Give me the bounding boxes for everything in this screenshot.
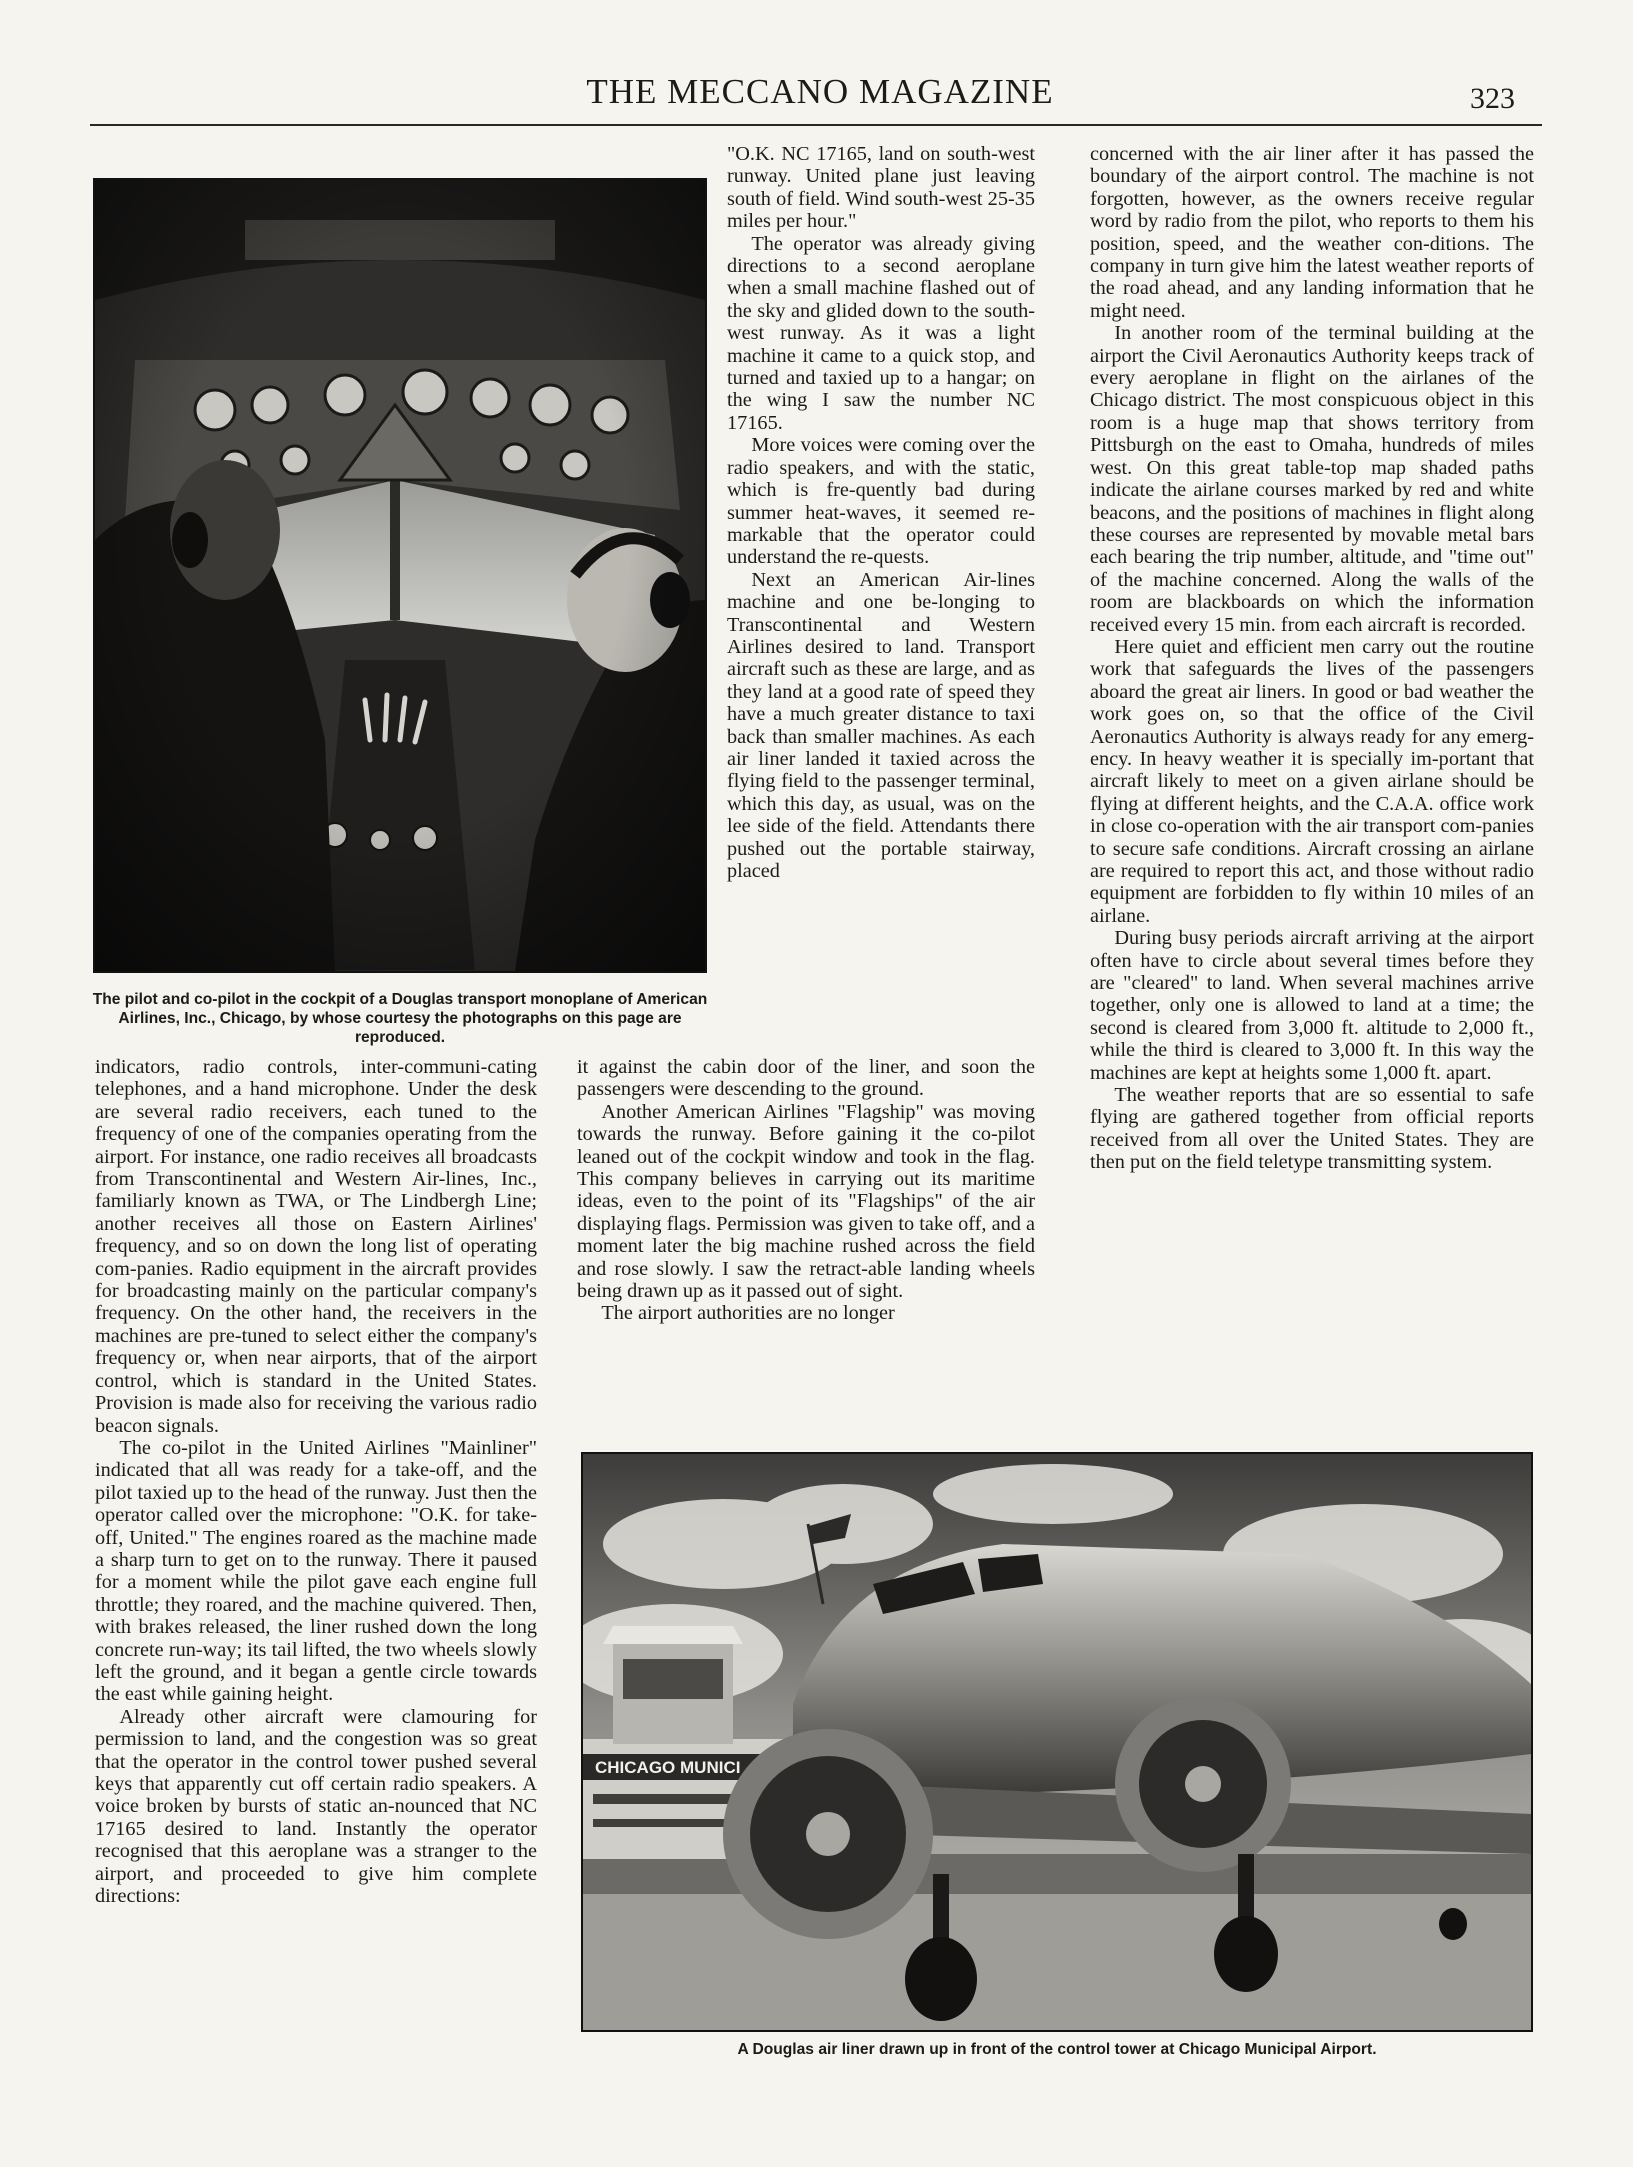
cockpit-photo bbox=[93, 178, 707, 973]
running-title: THE MECCANO MAGAZINE bbox=[586, 72, 1054, 111]
paragraph: More voices were coming over the radio speakers, and with the static, which is fre-quently bad during summer heat-waves, it seemed re-markable that the operator could understand the re-quests. bbox=[727, 434, 1035, 569]
page-number: 323 bbox=[1470, 82, 1515, 115]
column-2-upper bbox=[727, 143, 1035, 882]
airliner-photo bbox=[581, 1452, 1533, 2032]
header-rule bbox=[90, 124, 1542, 126]
paragraph: it against the cabin door of the liner, and soon the passengers were descending to the ground. bbox=[577, 1056, 1035, 1101]
airliner-caption: A Douglas air liner drawn up in front of the control tower at Chicago Municipal Airport. bbox=[737, 2041, 1377, 2058]
paragraph: indicators, radio controls, inter-communi-cating telephones, and a hand microphone. Under the desk are several radio receivers, each tuned to the frequency of one of the companies operating from the airport. For instance, one radio receives all broadcasts from Transcontinental and Western Air-lines, Inc., familiarly known as TWA, or The Lindbergh Line; another receives all those on Eastern Airlines' frequency, and so on down the long list of operating com-panies. Radio equipment in the aircraft provides for broadcasting mainly on the particular company's frequency. On the other hand, the receivers in the machines are pre-tuned to select either the company's frequency or, when near airports, that of the airport control, which is standard in the United States. Provision is made also for receiving the various radio beacon signals. bbox=[95, 1056, 537, 1437]
paragraph: The weather reports that are so essential to safe flying are gathered together from official reports received from all over the United States. They are then put on the field teletype transmitting system. bbox=[1090, 1084, 1534, 1174]
paragraph: In another room of the terminal building at the airport the Civil Aeronautics Authority keeps track of every aeroplane in flight on the airlanes of the Chicago district. The most conspicuous object in this room is a huge map that shows territory from Pittsburgh on the east to Omaha, hundreds of miles west. On this great table-top map shaded paths indicate the airlane courses marked by red and white beacons, and the positions of machines in flight along these courses are represented by movable metal bars each bearing the trip number, altitude, and "time out" of the machine concerned. Along the walls of the room are blackboards on which the information received every 15 min. from each aircraft is recorded. bbox=[1090, 322, 1534, 636]
paragraph: "O.K. NC 17165, land on south-west runway. United plane just leaving south of field. Wind south-west 25-35 miles per hour." bbox=[727, 143, 1035, 233]
paragraph: concerned with the air liner after it has passed the boundary of the airport control. The machine is not forgotten, however, as the owners receive regular word by radio from the pilot, who reports to them his position, speed, and the weather con-ditions. The company in turn give him the latest weather reports of the road ahead, and any landing information that he might need. bbox=[1090, 143, 1534, 322]
column-2-lower bbox=[577, 1056, 1035, 1325]
paragraph: Here quiet and efficient men carry out the routine work that safeguards the lives of the passengers aboard the great air liners. In good or bad weather the work goes on, so that the office of the Civil Aeronautics Authority is always ready for any emerg-ency. In heavy weather it is specially im-portant that aircraft likely to meet on a given airlane should be flying at different heights, and the C.A.A. office work in close co-operation with the air transport com-panies to secure safe conditions. Aircraft crossing an airlane are required to report this act, and those without radio equipment are forbidden to fly within 10 miles of an airlane. bbox=[1090, 635, 1534, 927]
paragraph: The operator was already giving directions to a second aeroplane when a small machine flashed out of the sky and glided down to the south-west runway. As it was a light machine it came to a quick stop, and turned and taxied up to a hangar; on the wing I saw the number NC 17165. bbox=[727, 232, 1035, 434]
airliner-illustration bbox=[583, 1454, 1531, 2030]
paragraph: Already other aircraft were clamouring for permission to land, and the congestion was so great that the operator in the control tower pushed several keys that apparently cut off certain radio speakers. A voice broken by bursts of static an-nounced that NC 17165 desired to land. Instantly the operator recognised that this aeroplane was a stranger to the airport, and proceeded to give him complete directions: bbox=[95, 1705, 537, 1908]
paragraph: Another American Airlines "Flagship" was moving towards the runway. Before gaining it the co-pilot leaned out of the cockpit window and took in the flag. This company believes in carrying out its maritime ideas, even to the point of its "Flagships" of the air displaying flags. Permission was given to take off, and a moment later the big machine rushed across the field and rose slowly. I saw the retract-able landing wheels being drawn up as it passed out of sight. bbox=[577, 1100, 1035, 1303]
cockpit-illustration bbox=[95, 180, 705, 971]
paragraph: The co-pilot in the United Airlines "Mainliner" indicated that all was ready for a take-off, and the pilot taxied up to the head of the runway. Just then the operator called over the microphone: "O.K. for take-off, United." The engines roared as the machine made a sharp turn to get on to the runway. There it paused for a moment while the pilot gave each engine full throttle; they roared, and the machine quivered. Then, with brakes released, the liner rushed down the long concrete run-way; its tail lifted, the two wheels slowly left the ground, and it began a gentle circle towards the east while gaining height. bbox=[95, 1436, 537, 1706]
paragraph: The airport authorities are no longer bbox=[601, 1302, 895, 1325]
paragraph: Next an American Air-lines machine and one be-longing to Transcontinental and Western Airlines desired to land. Transport aircraft such as these are large, and as they land at a good rate of speed they have a much greater distance to taxi back than smaller machines. As each air liner landed it taxied across the flying field to the passenger terminal, which this day, as usual, was on the lee side of the field. Attendants there pushed out the portable stairway, placed bbox=[727, 568, 1035, 882]
column-1 bbox=[95, 1056, 537, 1907]
paragraph: During busy periods aircraft arriving at the airport often have to circle about several times before they are "cleared" to land. When several machines arrive together, only one is allowed to land at a time; the second is cleared from 3,000 ft. altitude to 2,000 ft., while the third is cleared to 3,000 ft. In this way the machines are kept at heights some 1,000 ft. apart. bbox=[1090, 927, 1534, 1084]
airport-sign-text: CHICAGO MUNICI bbox=[595, 1758, 741, 1777]
column-3 bbox=[1090, 143, 1534, 1174]
cockpit-caption: The pilot and co-pilot in the cockpit of a Douglas transport monoplane of American Airlines, Inc., Chicago, by whose courtesy the photographs on this page are reproduced. bbox=[92, 991, 708, 1046]
